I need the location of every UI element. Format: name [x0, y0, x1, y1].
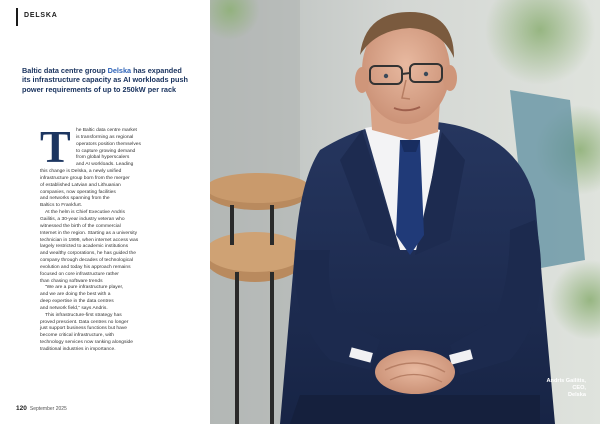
stool-leg — [270, 205, 274, 245]
body-line: and network field,” says Andris. — [40, 305, 108, 311]
body-line: of established Latvian and Lithuanian — [40, 182, 121, 188]
body-line: than chasing software trends — [40, 278, 103, 284]
body-line: traditional industries in importance. — [40, 347, 116, 352]
body-line: At the helm is Chief Executive Andris — [45, 210, 125, 216]
drop-cap: T — [40, 121, 71, 172]
trousers — [290, 395, 540, 424]
folio — [16, 405, 67, 412]
body-line: Internet in the region. Starting as a university — [40, 230, 138, 236]
body-line: witnessed the birth of the commercial — [40, 223, 121, 229]
body-line: just support business functions but have — [40, 326, 127, 332]
body-line: deep expertise in the data centres — [40, 299, 114, 305]
body-line: focused on core infrastructure rather — [40, 271, 119, 277]
body-line: to capture growing demand — [76, 148, 136, 154]
issue-date: September 2025 — [29, 406, 67, 412]
table-leg — [270, 272, 274, 424]
body-line: and we are doing the best with a — [40, 292, 111, 298]
body-line: operators position themselves — [76, 141, 141, 147]
standfirst-post: has expanded its infrastructure capacity as AI workloads push power requirements of up to 250kW per rack — [22, 66, 188, 94]
body-line: proved prescient. Data centres no longer — [40, 319, 129, 325]
body-line: and networks spanning from the — [40, 196, 110, 202]
body-line: “We are a pure infrastructure player, — [45, 285, 124, 291]
body-line: This infrastructure-first strategy has — [45, 312, 122, 318]
wood-stool-top — [210, 173, 310, 203]
stool-leg — [230, 205, 234, 245]
body-line: from global hyperscalers — [76, 155, 130, 161]
glasses-bridge — [402, 73, 410, 74]
page-number: 120 — [16, 405, 27, 412]
caption-company: Delska — [567, 392, 586, 398]
tie — [396, 140, 424, 255]
body-line: is transforming as regional — [76, 134, 134, 140]
caption-name: Andris Gailitis, — [546, 378, 586, 384]
body-line: company through decades of technological — [40, 258, 133, 264]
body-line: Gailitis, a 30-year industry veteran who — [40, 216, 125, 222]
body-line: infrastructure group born from the merger — [40, 175, 130, 181]
body-line: and AI workloads. Leading — [76, 162, 134, 168]
standfirst-brand: Delska — [107, 66, 132, 75]
portrait-illustration — [210, 0, 600, 424]
body-line: evolution and today his approach remains — [40, 264, 131, 270]
clasped-hands — [375, 350, 455, 394]
eye — [424, 72, 428, 76]
table-leg — [235, 272, 239, 424]
photo-caption — [547, 378, 586, 399]
section-rule — [16, 8, 18, 26]
portrait-photo — [210, 0, 600, 424]
body-line: he Baltic data centre market — [76, 128, 137, 133]
body-line: become critical infrastructure, with — [40, 333, 114, 339]
article-column — [0, 0, 210, 424]
eye — [384, 74, 388, 78]
standfirst-pre: Baltic data centre group — [22, 66, 108, 75]
body-line: technology services now ranking alongside — [40, 340, 133, 346]
body-line: technician in 1999, when internet access was — [40, 237, 139, 243]
caption-role: CEO, — [572, 385, 586, 391]
section-tag: DELSKA — [24, 12, 58, 19]
ear — [443, 65, 457, 91]
article-body — [40, 121, 190, 354]
ear — [355, 67, 369, 93]
body-line: and wealthy corporations, he has guided the — [40, 251, 136, 257]
body-line: this change is Delska, a newly unified — [40, 169, 122, 175]
body-line: largely restricted to academic institutions — [40, 244, 129, 250]
standfirst — [22, 66, 192, 94]
body-line: companies, now operating facilities — [40, 189, 116, 195]
body-line: Baltics to Frankfurt. — [40, 203, 83, 209]
